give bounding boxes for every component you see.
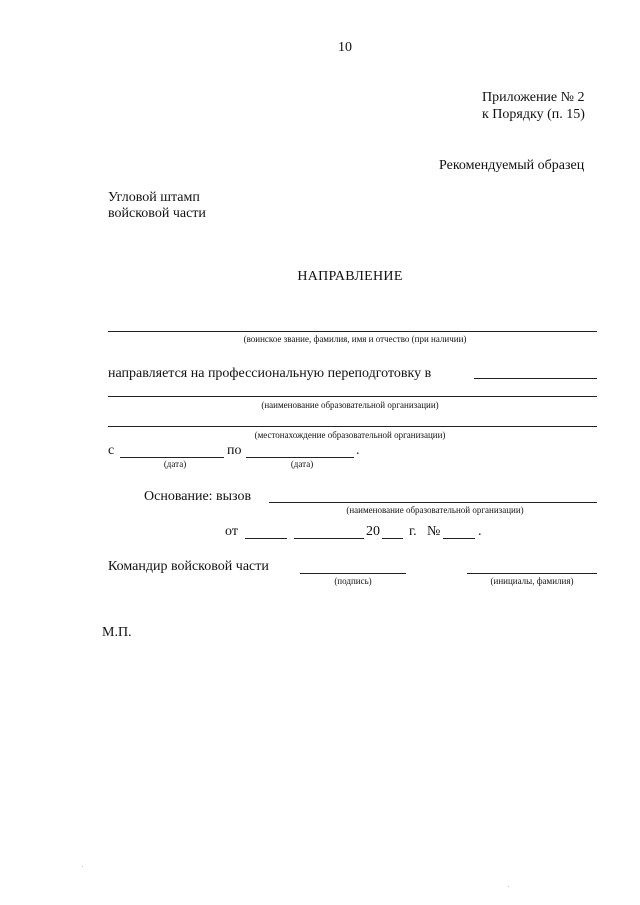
scan-speck [508, 886, 509, 887]
page-number: 10 [338, 40, 352, 55]
org-name-caption: (наименование образовательной организации) [261, 400, 439, 410]
date-to-label: по [227, 443, 242, 458]
date-from-label: с [108, 443, 115, 458]
basis-day-line [245, 538, 287, 539]
basis-year-prefix: 20 [366, 524, 380, 539]
document-title: НАПРАВЛЕНИЕ [297, 269, 403, 284]
basis-number-sign: № [427, 524, 441, 539]
stamp-line-2: войсковой части [108, 206, 206, 221]
person-field-line [108, 331, 597, 332]
person-caption: (воинское звание, фамилия, имя и отчество (при наличии) [243, 334, 467, 344]
seal-place-label: М.П. [102, 625, 132, 640]
sample-label: Рекомендуемый образец [439, 158, 585, 173]
date-period: . [356, 443, 360, 458]
basis-month-line [294, 538, 364, 539]
basis-caption: (наименование образовательной организации) [346, 505, 524, 515]
basis-year-line [382, 538, 403, 539]
signature-line [300, 573, 406, 574]
basis-year-suffix: г. [409, 524, 417, 539]
org-name-field-line [108, 396, 597, 397]
directed-text: направляется на профессиональную переподготовку в [108, 366, 432, 381]
basis-field-line [269, 502, 597, 503]
basis-number-line [443, 538, 475, 539]
commander-label: Командир войсковой части [108, 559, 269, 574]
appendix-line-1: Приложение № 2 [482, 90, 585, 105]
appendix-line-2: к Порядку (п. 15) [482, 107, 585, 122]
date-from-caption: (дата) [163, 459, 187, 469]
scan-speck [82, 866, 83, 867]
basis-from-label: от [225, 524, 238, 539]
org-location-field-line [108, 426, 597, 427]
initials-line [467, 573, 597, 574]
basis-end-period: . [478, 524, 482, 539]
date-to-line [246, 457, 354, 458]
signature-caption: (подпись) [334, 576, 372, 586]
initials-caption: (инициалы, фамилия) [490, 576, 574, 586]
basis-label: Основание: вызов [144, 489, 252, 504]
date-from-line [120, 457, 224, 458]
stamp-line-1: Угловой штамп [108, 190, 200, 205]
date-to-caption: (дата) [290, 459, 314, 469]
org-inline-line [474, 378, 597, 379]
org-location-caption: (местонахождение образовательной организации) [254, 430, 446, 440]
